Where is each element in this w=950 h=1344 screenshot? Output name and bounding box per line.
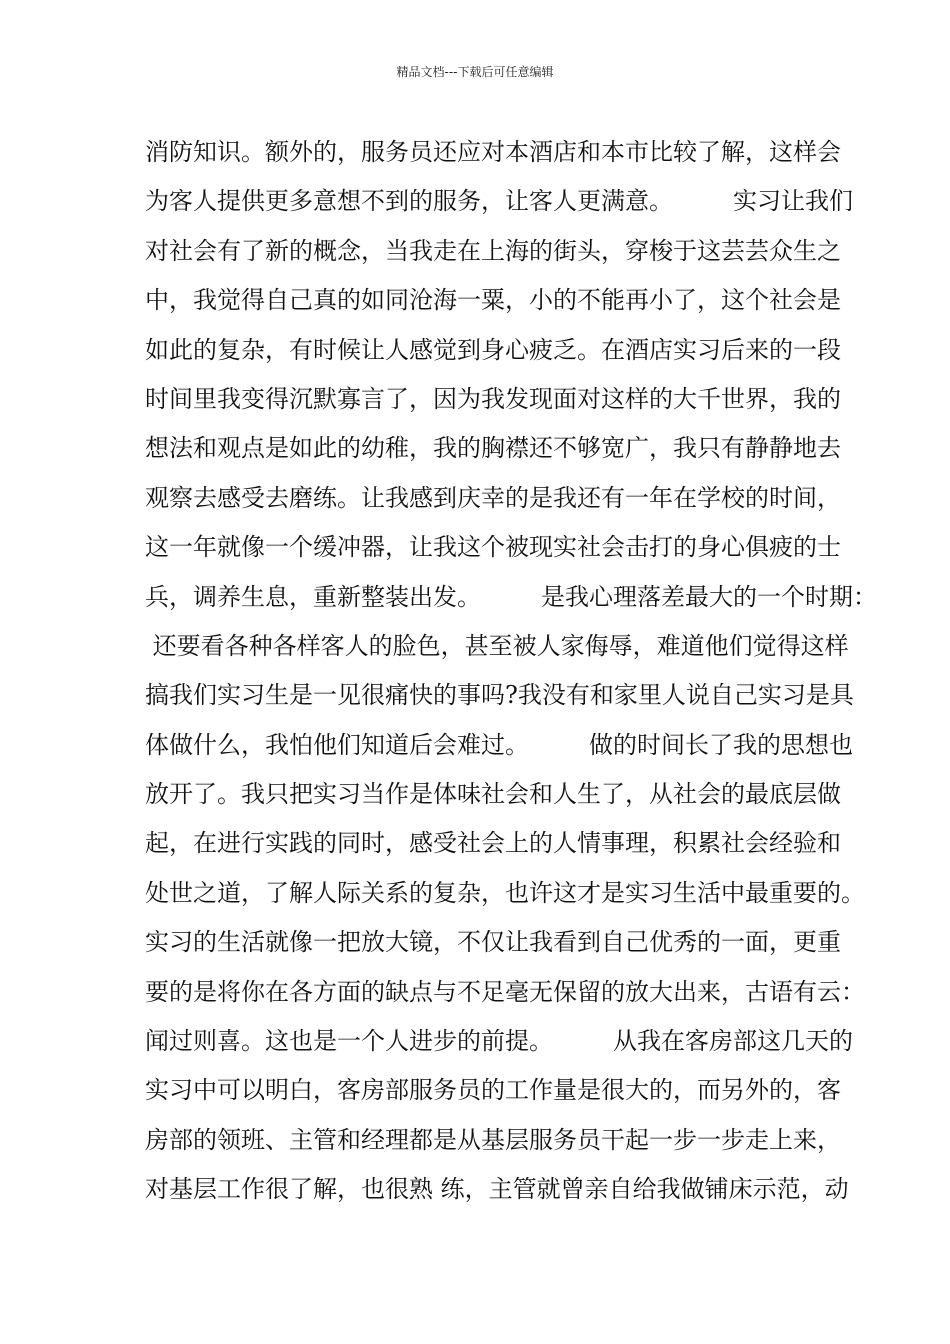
text-line: 放开了。我只把实习当作是体味社会和人生了，从社会的最底层做 [145, 780, 841, 809]
text-line: 搞我们实习生是一见很痛快的事吗?我没有和家里人说自己实习是具 [145, 681, 854, 710]
text-line: 这一年就像一个缓冲器，让我这个被现实社会击打的身心俱疲的士 [145, 533, 841, 562]
text-line: 处世之道，了解人际关系的复杂，也许这才是实习生活中最重要的。 [145, 878, 865, 907]
text-line: 中，我觉得自己真的如同沧海一粟，小的不能再小了，这个社会是 [145, 286, 841, 315]
text-line: 对基层工作很了解，也很熟 练，主管就曾亲自给我做铺床示范，动 [145, 1175, 849, 1204]
text-line: 实习中可以明白，客房部服务员的工作量是很大的，而另外的，客 [145, 1076, 841, 1105]
text-line: 起，在进行实践的同时，感受社会上的人情事理，积累社会经验和 [145, 829, 841, 858]
document-body [145, 128, 877, 1215]
text-line: 兵，调养生息，重新整装出发。 是我心理落差最大的一个时期： [145, 582, 877, 611]
page-header: 精品文档---下载后可任意编辑 [396, 65, 554, 79]
text-line: 如此的复杂，有时候让人感觉到身心疲乏。在酒店实习后来的一段 [145, 335, 841, 364]
text-line: 还要看各种各样客人的脸色，甚至被人家侮辱，难道他们觉得这样 [145, 631, 849, 660]
text-line: 想法和观点是如此的幼稚，我的胸襟还不够宽广，我只有静静地去 [145, 434, 841, 463]
text-line: 观察去感受去磨练。让我感到庆幸的是我还有一年在学校的时间， [145, 483, 841, 512]
text-line: 时间里我变得沉默寡言了，因为我发现面对这样的大千世界，我的 [145, 384, 841, 413]
text-line: 对社会有了新的概念，当我走在上海的街头，穿梭于这芸芸众生之 [145, 236, 841, 265]
text-line: 要的是将你在各方面的缺点与不足毫无保留的放大出来，古语有云： [145, 977, 865, 1006]
text-line: 房部的领班、主管和经理都是从基层服务员干起一步一步走上来， [145, 1125, 841, 1154]
text-line: 消防知识。额外的，服务员还应对本酒店和本市比较了解，这样会 [145, 138, 841, 166]
text-line: 体做什么，我怕他们知道后会难过。 做的时间长了我的思想也 [145, 730, 853, 759]
text-line: 实习的生活就像一把放大镜，不仅让我看到自己优秀的一面，更重 [145, 928, 841, 957]
text-line: 闻过则喜。这也是一个人进步的前提。 从我在客房部这几天的 [145, 1027, 853, 1056]
text-line: 为客人提供更多意想不到的服务，让客人更满意。 实习让我们 [145, 187, 853, 216]
